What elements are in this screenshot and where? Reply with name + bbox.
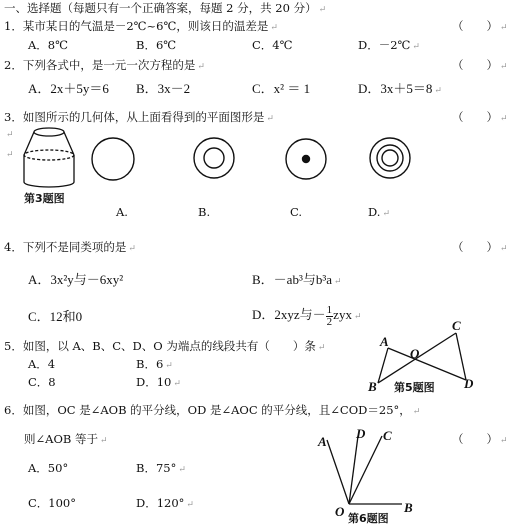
q5-option-b: B．6 ↵	[136, 357, 173, 371]
q4-option-b: B．－ab³与b³a ↵	[252, 272, 342, 287]
q2-option-c: C．x² ＝ 1	[252, 81, 311, 96]
q6-point-label-c: C	[383, 428, 392, 443]
q5-stem: 5．如图，以 A、B、C、D、O 为端点的线段共有（ ）条 ↵	[4, 339, 326, 353]
q4-option-d-fraction: $\frac{1}{2}$	[326, 303, 333, 328]
q5-point-label-d: D	[464, 376, 474, 391]
q3-figure-c	[286, 139, 326, 179]
q5-option-c: C．8	[28, 375, 56, 389]
q6-option-a: A．50°	[28, 461, 69, 475]
q6-answer-paren[interactable]: （ ） ↵	[452, 432, 508, 446]
paragraph-mark: ↵	[6, 150, 14, 160]
q3-solid-figure	[24, 128, 74, 187]
q6-stem-line2: 则∠AOB 等于 ↵	[24, 432, 108, 446]
q6-option-c: C．100°	[28, 496, 76, 510]
q2-option-d: D．3x＋5＝8 ↵	[358, 81, 442, 96]
q3-figure-caption: 第3题图	[24, 192, 65, 205]
q3-option-d: D. ↵	[368, 205, 391, 219]
q5-point-label-o: O	[410, 346, 420, 361]
q6-point-label-b: B	[404, 500, 413, 515]
q3-stem: 3．如图所示的几何体，从上面看得到的平面图形是 ↵	[4, 110, 274, 124]
q2-answer-paren[interactable]: （ ） ↵	[452, 58, 508, 72]
q5-point-label-c: C	[452, 318, 461, 333]
q3-figure-a	[92, 138, 134, 180]
q3-option-b: B.	[198, 205, 211, 219]
q1-option-a: A．8℃	[28, 38, 68, 52]
section-title: 一、选择题（每题只有一个正确答案，每题 2 分，共 20 分） ↵	[4, 1, 327, 15]
q4-stem: 4．下列不是同类项的是 ↵	[4, 240, 136, 254]
q1-answer-paren[interactable]: （ ） ↵	[452, 19, 508, 33]
q2-option-b: B．3x－2	[136, 81, 191, 96]
q6-point-label-d: D	[356, 426, 366, 441]
q5-option-a: A．4	[28, 357, 56, 371]
q3-figure-d	[370, 138, 410, 178]
q4-option-c: C．12和0	[28, 309, 83, 324]
q2-option-a: A．2x＋5y＝6	[28, 81, 109, 96]
q6-point-label-o: O	[335, 504, 345, 519]
q3-figure-b	[194, 138, 234, 178]
q5-option-d: D．10 ↵	[136, 375, 181, 389]
q6-figure-caption: 第6题图	[348, 512, 389, 525]
q5-point-label-a: A	[380, 334, 389, 349]
q6-figure	[327, 436, 402, 504]
q3-answer-paren[interactable]: （ ） ↵	[452, 110, 508, 124]
paragraph-mark: ↵	[6, 130, 14, 140]
q5-figure	[378, 333, 466, 383]
q4-option-d: D．2xyz与－ $\frac{1}{2}$ zyx ↵	[252, 303, 362, 328]
q1-option-c: C．4℃	[252, 38, 293, 52]
q1-option-d: D．－2℃ ↵	[358, 38, 420, 52]
q1-stem: 1．某市某日的气温是－2℃~6℃，则该日的温差是 ↵	[4, 19, 278, 33]
q4-answer-paren[interactable]: （ ） ↵	[452, 240, 508, 254]
q5-point-label-b: B	[368, 379, 377, 394]
q3-option-c: C.	[290, 205, 303, 219]
q1-option-b: B．6℃	[136, 38, 177, 52]
q3-option-a: A.	[116, 205, 128, 219]
q6-option-d: D．120° ↵	[136, 496, 194, 510]
q5-figure-caption: 第5题图	[394, 381, 435, 394]
q6-option-b: B．75° ↵	[136, 461, 186, 475]
q6-stem: 6．如图，OC 是∠AOB 的平分线，OD 是∠AOC 的平分线，且∠COD＝25°， ↵	[4, 403, 421, 417]
q4-option-a: A．3x²y与－6xy²	[28, 272, 124, 287]
q2-stem: 2．下列各式中，是一元一次方程的是 ↵	[4, 58, 205, 72]
q6-point-label-a: A	[318, 434, 327, 449]
